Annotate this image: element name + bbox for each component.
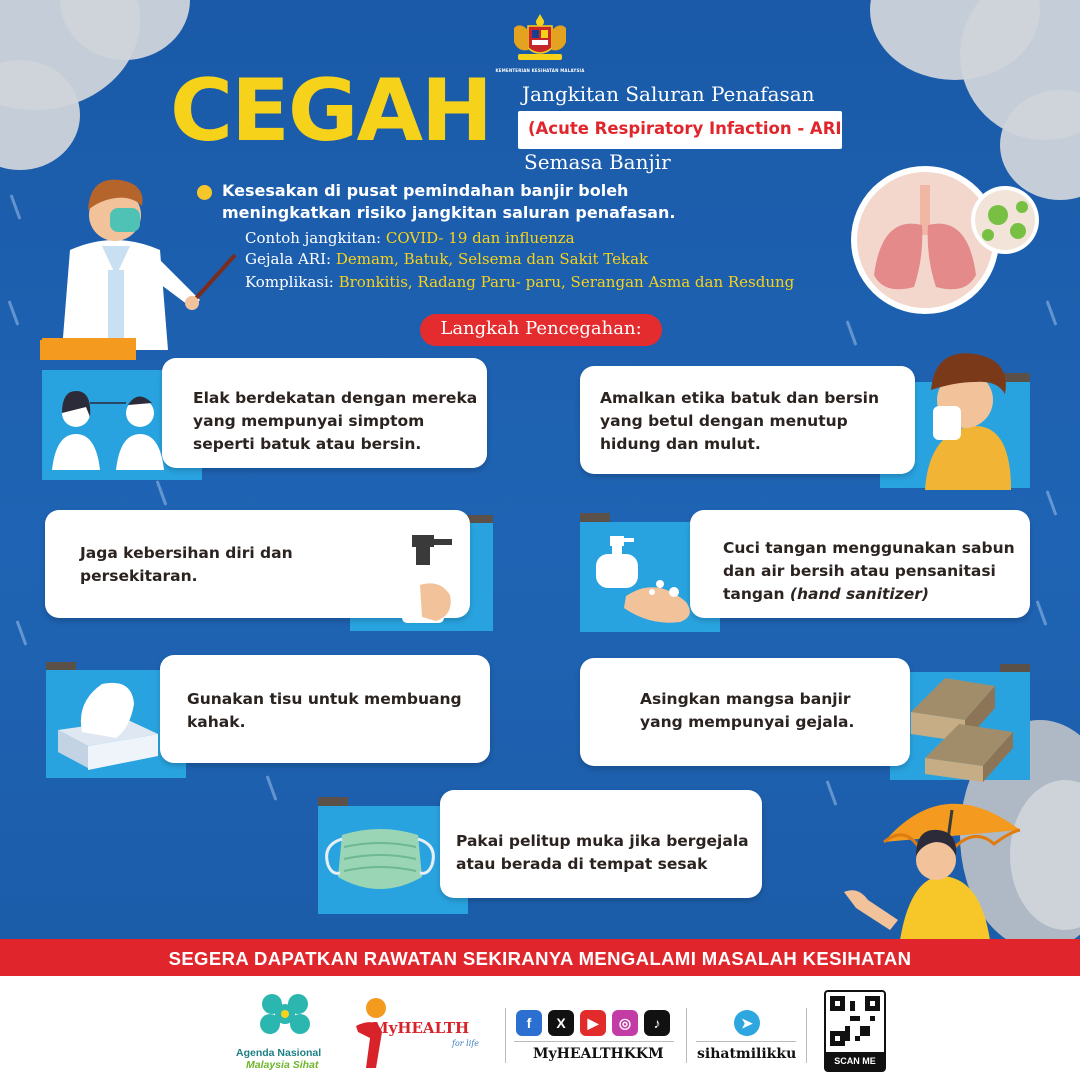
info-value: COVID- 19 dan influenza [385,229,575,247]
step-text-tissue: Gunakan tisu untuk membuang kahak. [187,690,462,731]
info-value: Bronkitis, Radang Paru- paru, Serangan Asma dan Resdung [338,273,795,291]
facebook-icon[interactable]: f [516,1010,542,1036]
info-label: Contoh jangkitan: [245,229,386,247]
info-label: Gejala ARI: [245,250,336,268]
steps-title-pill [420,314,662,346]
instagram-icon[interactable]: ◎ [612,1010,638,1036]
main-title: CEGAH [170,61,491,161]
ministry-label: KEMENTERIAN KESIHATAN MALAYSIA [495,68,585,73]
info-row-examples [245,229,575,247]
divider [806,1008,807,1063]
youtube-icon[interactable]: ▶ [580,1010,606,1036]
rain-drop [8,300,20,325]
alert-banner [0,939,1080,976]
myhealth-label: MyHEALTH [372,1019,470,1037]
tent-shelter-icon [905,672,1025,782]
divider [505,1008,506,1063]
person-with-umbrella-illustration [840,790,1040,940]
telegram-icon[interactable]: ➤ [734,1010,760,1036]
distancing-people-icon [48,385,168,470]
rain-drop [1046,300,1058,325]
subtitle-line1: Jangkitan Saluran Penafasan [522,82,815,106]
rain-drop [1046,490,1058,515]
step-text-distance: Elak berdekatan dengan mereka yang mempunyai simptom seperti batuk atau bersin. [193,389,478,453]
agenda-sublabel: Malaysia Sihat [246,1059,319,1071]
subtitle-highlight-box [518,111,842,149]
intro-bullet-text: Kesesakan di pusat pemindahan banjir boleh meningkatkan risiko jangkitan saluran penafasan. [222,181,676,222]
bullet-dot [197,185,212,200]
sneezing-person-icon [905,350,1015,490]
step-text-facemask: Pakai pelitup muka jika bergejala atau berada di tempat sesak [456,832,749,873]
scan-me-label: SCAN ME [826,1052,884,1070]
info-value: Demam, Batuk, Selsema dan Sakit Tekak [335,250,649,268]
x-icon[interactable]: X [548,1010,574,1036]
divider [686,1008,687,1063]
orange-tab [42,338,136,360]
hibiscus-logo-icon [252,986,318,1044]
subtitle-highlight: (Acute Respiratory Infaction - ARI [528,119,842,138]
step-text-isolate: Asingkan mangsa banjir yang mempunyai gejala. [640,690,855,731]
info-row-complications [245,273,794,291]
step-text-handwash-italic: (hand sanitizer) [789,585,930,603]
step-text-handwash-main: Cuci tangan menggunakan sabun dan air bersih atau pensanitasi tangan [723,539,1015,603]
rain-drop [10,194,22,219]
qr-code[interactable] [824,990,886,1072]
rain-drop [156,480,168,505]
rain-drop [16,620,28,645]
telegram-handle-label: sihatmilikku [697,1046,797,1062]
step-text-hygiene: Jaga kebersihan diri dan persekitaran. [80,544,293,585]
step-text-handwash [723,537,1028,606]
agenda-label: Agenda Nasional [236,1047,322,1059]
step-text-cough-etiquette: Amalkan etika batuk dan bersin yang betul dengan menutup hidung dan mulut. [600,389,880,453]
rain-drop [1036,600,1048,625]
alert-banner-text: SEGERA DAPATKAN RAWATAN SEKIRANYA MENGALAMI MASALAH KESIHATAN [168,948,912,969]
subtitle-line3: Semasa Banjir [524,150,671,174]
lungs-illustration [850,165,1040,325]
handwash-soap-icon [590,536,700,631]
info-row-symptoms [245,250,648,268]
face-mask-icon [322,825,437,900]
divider [696,1041,796,1042]
rain-drop [826,780,838,805]
info-label: Komplikasi: [245,273,339,291]
tiktok-icon[interactable]: ♪ [644,1010,670,1036]
rain-drop [266,775,278,800]
qr-code-icon [830,996,880,1046]
myhealth-sublabel: for life [452,1039,479,1048]
malaysia-coat-of-arms-icon [508,12,572,64]
steps-title: Langkah Pencegahan: [440,318,642,339]
divider [514,1041,674,1042]
social-handle-label: MyHEALTHKKM [533,1046,664,1062]
spray-bottle-icon [390,535,460,625]
tissue-box-icon [52,680,162,770]
